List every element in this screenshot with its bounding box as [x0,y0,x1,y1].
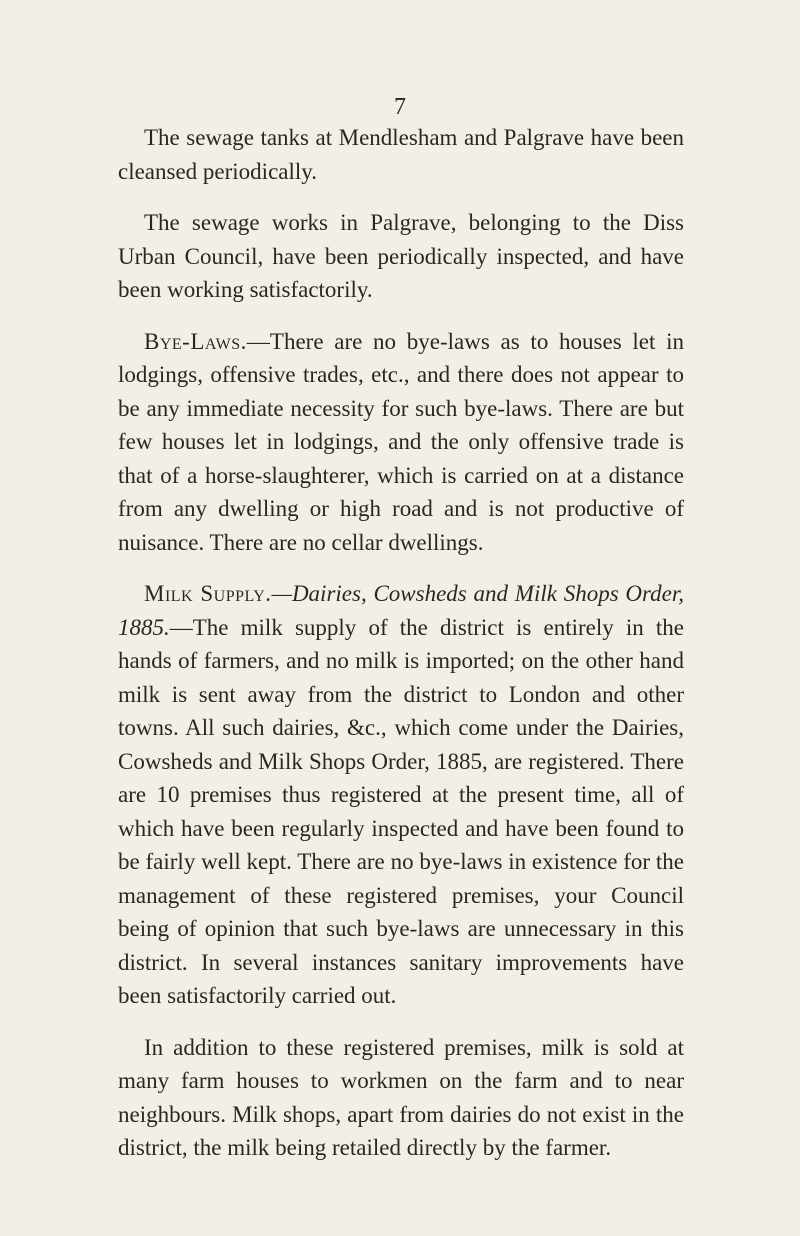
paragraph-bye-laws [118,325,684,560]
paragraph-sewage-tanks [118,121,684,188]
section-heading-bye-laws: Bye-Laws. [144,328,247,354]
section-subheading-order: —Dairies, Cowsheds and Milk Shops Order, 1885. [118,581,684,640]
paragraph-text: In addition to these registered premises, milk is sold at many farm houses to workmen on the farm and to near neighbours. Milk shops, apart from dairies do not exist in the district, the milk being retailed directly by the farmer. [118,1034,684,1160]
paragraph-sewage-works [118,206,684,307]
paragraph-text: The sewage works in Palgrave, belonging to the Diss Urban Council, have been periodically inspected, and have been working satisfactorily. [118,210,684,302]
paragraph-milk-sold [118,1031,684,1165]
paragraph-text: —The milk supply of the district is entirely in the hands of farmers, and no milk is imported; on the other hand milk is sent away from the district to London and other towns. All such dairies, &c., which come under the Dairies, Cowsheds and Milk Shops Order, 1885, are registered. There are 10 premises thus registered at the present time, all of which have been regularly inspected and have been found to be fairly well kept. There are no bye-laws in existence for the management of these registered premises, your Council being of opinion that such bye-laws are unnecessary in this district. In several instances sanitary improvements have been satisfactorily carried out. [118,614,684,1008]
paragraph-text: —There are no bye-laws as to houses let in lodgings, offensive trades, etc., and there does not appear to be any immediate necessity for such bye-laws. There are but few houses let in lodgings, and the only offensive trade is that of a horse-slaughterer, which is carried on at a distance from any dwelling or high road and is not productive of nuisance. There are no cellar dwellings. [118,328,684,555]
paragraph-milk-supply [118,577,684,1013]
section-heading-milk-supply: Milk Supply. [144,581,272,606]
body-text [118,121,684,1183]
page-number: 7 [394,94,406,120]
paragraph-text: The sewage tanks at Mendlesham and Palgrave have been cleansed periodically. [118,125,684,184]
